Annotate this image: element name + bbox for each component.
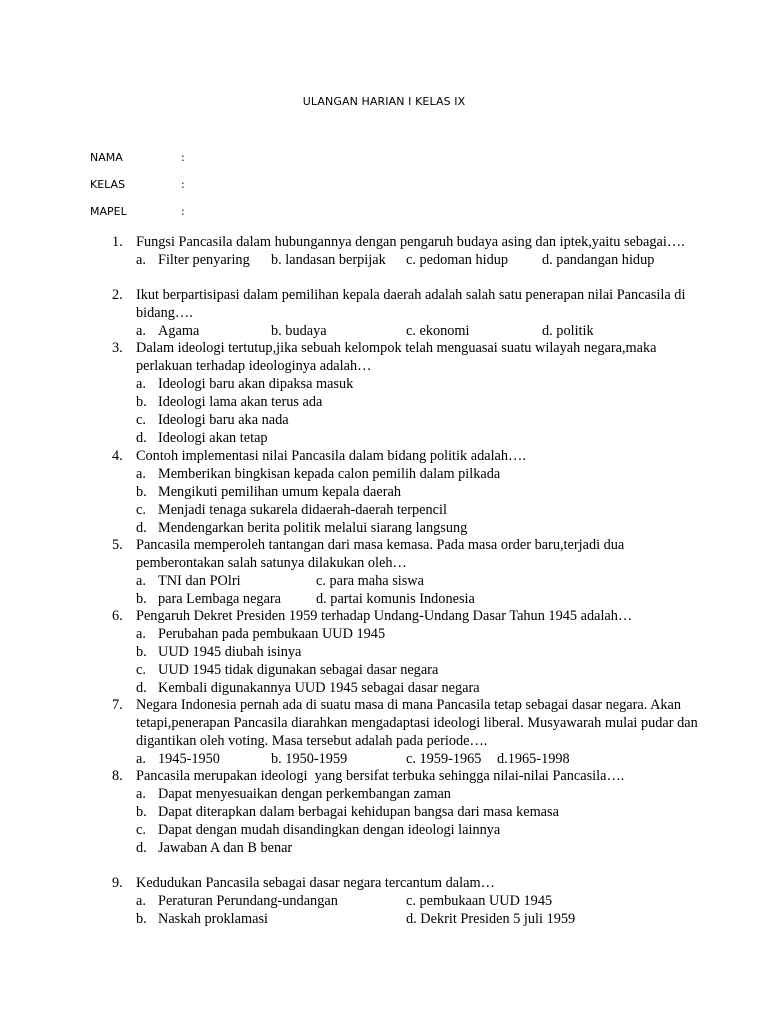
question-text: Kedudukan Pancasila sebagai dasar negara tercantum dalam… xyxy=(136,875,495,891)
question-2 xyxy=(112,286,712,340)
question-text: Ikut berpartisipasi dalam pemilihan kepala daerah adalah salah satu penerapan nilai Pancasila di bidang…. xyxy=(136,287,689,321)
option-a xyxy=(136,785,712,803)
option-a: TNI dan POlri xyxy=(158,573,241,589)
option-b xyxy=(136,393,712,411)
answer-row xyxy=(136,750,712,768)
option-text: Jawaban A dan B benar xyxy=(158,840,293,856)
field-colon: : xyxy=(181,178,185,191)
option-d: d. pandangan hidup xyxy=(542,252,655,268)
field-colon: : xyxy=(181,151,185,164)
option-text: Ideologi baru aka nada xyxy=(158,412,289,428)
question-number: 6. xyxy=(112,608,123,624)
option-text: Dapat diterapkan dalam berbagai kehidupan bangsa dari masa kemasa xyxy=(158,804,559,820)
option-a xyxy=(136,625,712,643)
option-a: Agama xyxy=(158,323,200,339)
question-text: Pancasila merupakan ideologi yang bersifat terbuka sehingga nilai-nilai Pancasila…. xyxy=(136,768,625,784)
option-text: Mendengarkan berita politik melalui siarang langsung xyxy=(158,520,468,536)
answer-row xyxy=(136,322,712,340)
option-a: Filter penyaring xyxy=(158,252,250,268)
question-text: Contoh implementasi nilai Pancasila dalam bidang politik adalah…. xyxy=(136,448,526,464)
option-c xyxy=(136,821,712,839)
option-b: para Lembaga negara xyxy=(158,591,282,607)
option-label: a. xyxy=(136,252,146,268)
option-c: c. pedoman hidup xyxy=(406,252,509,268)
question-number: 8. xyxy=(112,768,123,784)
question-9 xyxy=(112,874,712,928)
answer-row xyxy=(136,590,712,608)
option-text: Perubahan pada pembukaan UUD 1945 xyxy=(158,626,386,642)
question-5 xyxy=(112,536,712,608)
option-label: a. xyxy=(136,323,146,339)
option-label: b. xyxy=(136,591,147,607)
option-c: c. 1959-1965 xyxy=(406,751,482,767)
option-label: d. xyxy=(136,520,147,536)
option-b: b. landasan berpijak xyxy=(271,252,386,268)
option-label: d. xyxy=(136,680,147,696)
option-label: d. xyxy=(136,840,147,856)
question-3 xyxy=(112,339,712,447)
option-c: c. pembukaan UUD 1945 xyxy=(406,893,553,909)
answer-row xyxy=(136,572,712,590)
question-number: 3. xyxy=(112,340,123,356)
option-d: d. Dekrit Presiden 5 juli 1959 xyxy=(406,911,576,927)
question-4 xyxy=(112,447,712,537)
option-label: a. xyxy=(136,786,146,802)
option-b: b. 1950-1959 xyxy=(271,751,348,767)
option-d xyxy=(136,429,712,447)
question-number: 5. xyxy=(112,537,123,553)
option-label: c. xyxy=(136,822,146,838)
question-7 xyxy=(112,696,712,768)
option-b xyxy=(136,803,712,821)
option-c xyxy=(136,411,712,429)
option-a: Peraturan Perundang-undangan xyxy=(158,893,338,909)
option-text: Ideologi lama akan terus ada xyxy=(158,394,323,410)
question-8 xyxy=(112,767,712,857)
option-a xyxy=(136,375,712,393)
answer-row xyxy=(136,892,712,910)
option-label: b. xyxy=(136,484,147,500)
question-text: Negara Indonesia pernah ada di suatu masa di mana Pancasila tetap sebagai dasar negara. Akan tetapi,penerapan Pancasila diarahkan mengadaptasi ideologi liberal. Musyawarah mulai pudar dan digantikan oleh voting. Masa tersebut adalah pada periode…. xyxy=(136,697,702,749)
answer-row xyxy=(136,910,712,928)
option-c xyxy=(136,661,712,679)
option-label: b. xyxy=(136,804,147,820)
option-text: Dapat dengan mudah disandingkan dengan ideologi lainnya xyxy=(158,822,501,838)
answer-row xyxy=(136,251,712,269)
field-label: KELAS xyxy=(90,178,126,191)
option-label: a. xyxy=(136,466,146,482)
option-b: Naskah proklamasi xyxy=(158,911,268,927)
option-text: Ideologi akan tetap xyxy=(158,430,268,446)
option-c: c. para maha siswa xyxy=(316,573,424,589)
option-label: c. xyxy=(136,412,146,428)
option-label: b. xyxy=(136,644,147,660)
option-b xyxy=(136,643,712,661)
question-number: 1. xyxy=(112,234,123,250)
option-label: a. xyxy=(136,626,146,642)
option-label: c. xyxy=(136,502,146,518)
question-number: 9. xyxy=(112,875,123,891)
option-label: b. xyxy=(136,911,147,927)
question-number: 4. xyxy=(112,448,123,464)
field-nama xyxy=(90,151,185,164)
option-text: UUD 1945 tidak digunakan sebagai dasar negara xyxy=(158,662,439,678)
option-text: Ideologi baru akan dipaksa masuk xyxy=(158,376,354,392)
question-text: Dalam ideologi tertutup,jika sebuah kelompok telah menguasai suatu wilayah negara,maka perlakuan terhadap ideologinya adalah… xyxy=(136,340,661,374)
option-text: Mengikuti pemilihan umum kepala daerah xyxy=(158,484,401,500)
field-kelas xyxy=(90,178,185,191)
option-label: a. xyxy=(136,376,146,392)
option-b xyxy=(136,483,712,501)
option-label: a. xyxy=(136,573,146,589)
option-d: d.1965-1998 xyxy=(497,751,570,767)
option-a xyxy=(136,465,712,483)
option-label: a. xyxy=(136,893,146,909)
option-label: d. xyxy=(136,430,147,446)
option-label: a. xyxy=(136,751,146,767)
field-colon: : xyxy=(181,205,185,218)
option-d xyxy=(136,839,712,857)
option-d: d. politik xyxy=(542,323,594,339)
question-number: 2. xyxy=(112,287,123,303)
question-6 xyxy=(112,607,712,697)
option-d xyxy=(136,679,712,697)
field-mapel xyxy=(90,205,185,218)
option-label: c. xyxy=(136,662,146,678)
option-d xyxy=(136,519,712,537)
question-text: Pancasila memperoleh tantangan dari masa kemasa. Pada masa order baru,terjadi dua pemberontakan salah satunya dilakukan oleh… xyxy=(136,537,628,571)
field-label: MAPEL xyxy=(90,205,127,218)
question-text: Pengaruh Dekret Presiden 1959 terhadap Undang-Undang Dasar Tahun 1945 adalah… xyxy=(136,608,633,624)
question-1 xyxy=(112,233,712,269)
field-label: NAMA xyxy=(90,151,123,164)
option-text: Dapat menyesuaikan dengan perkembangan zaman xyxy=(158,786,451,802)
option-text: Menjadi tenaga sukarela didaerah-daerah terpencil xyxy=(158,502,447,518)
option-text: Memberikan bingkisan kepada calon pemilih dalam pilkada xyxy=(158,466,501,482)
option-c xyxy=(136,501,712,519)
option-a: 1945-1950 xyxy=(158,751,220,767)
question-text: Fungsi Pancasila dalam hubungannya dengan pengaruh budaya asing dan iptek,yaitu sebagai…. xyxy=(136,234,685,250)
option-c: c. ekonomi xyxy=(406,323,470,339)
option-label: b. xyxy=(136,394,147,410)
option-b: b. budaya xyxy=(271,323,327,339)
document-title: ULANGAN HARIAN I KELAS IX xyxy=(302,95,466,108)
option-d: d. partai komunis Indonesia xyxy=(316,591,475,607)
option-text: UUD 1945 diubah isinya xyxy=(158,644,302,660)
question-number: 7. xyxy=(112,697,123,713)
option-text: Kembali digunakannya UUD 1945 sebagai dasar negara xyxy=(158,680,480,696)
